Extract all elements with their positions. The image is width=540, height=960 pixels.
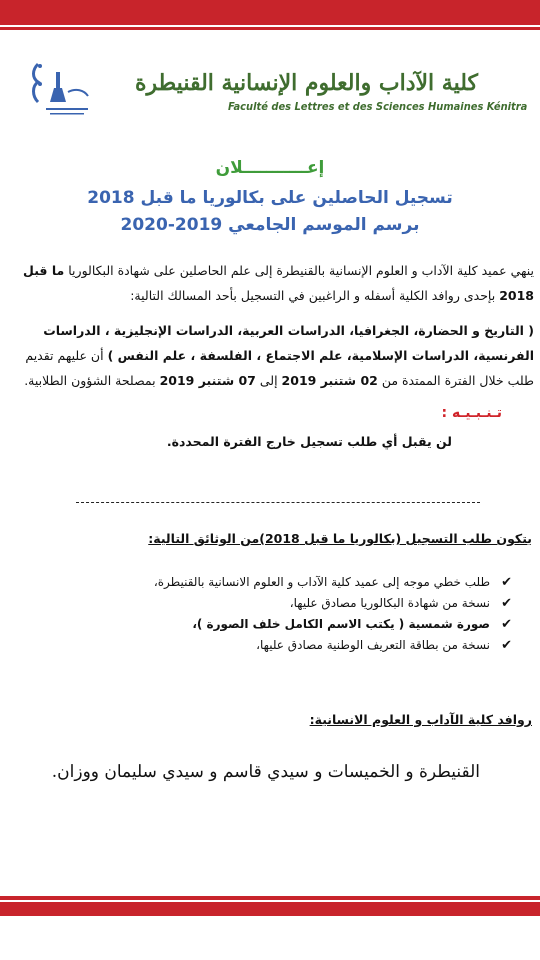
document-item: نسخة من بطاقة التعريف الوطنية مصادق عليها، [256, 638, 490, 652]
period-text-c: بمصلحة الشؤون الطلابية. [24, 373, 160, 388]
warning-label: تـنـبـيـه : [441, 405, 502, 421]
list-item [32, 635, 512, 656]
list-item [32, 614, 512, 635]
dashed-divider [76, 502, 480, 503]
announcement-subtitle: برسم الموسم الجامعي 2019-2020 [120, 215, 420, 235]
warning-text: لن يقبل أي طلب تسجيل خارج الفترة المحددة. [166, 434, 452, 449]
intro-text-a: ينهي عميد كلية الآداب و العلوم الإنسانية بالقنيطرة إلى علم الحاصلين على شهادة البكالوريا [64, 263, 534, 278]
footer-space [0, 916, 540, 960]
programs-list: ( التاريخ و الحضارة، الجغرافيا، الدراسات العربية، الدراسات الإنجليزية ، الدراسات الفرنسية، الدراسات الإسلامية، علم الاجتماع ، الفلسفة ، علم النفس ) [43, 323, 534, 363]
period-start: 02 شتنبر 2019 [281, 373, 378, 388]
period-end: 07 شتنبر 2019 [159, 373, 256, 388]
period-text-a: أن عليهم تقديم طلب خلال الفترة الممتدة من [25, 348, 534, 388]
list-item [32, 593, 512, 614]
document-item: نسخة من شهادة البكالوريا مصادق عليها، [289, 596, 490, 610]
university-logo-icon [28, 58, 92, 122]
announcement-title: تسجيل الحاصلين على بكالوريا ما قبل 2018 [87, 188, 453, 208]
checkmark-icon: ✔ [501, 596, 512, 611]
branches-heading: روافد كلية الآداب و العلوم الانسانية: [309, 712, 532, 727]
document-item: طلب خطي موجه إلى عميد كلية الآداب و العلوم الانسانية بالقنيطرة، [153, 575, 490, 589]
intro-text-bold: ما قبل 2018 [23, 263, 534, 303]
period-text-b: إلى [255, 373, 282, 388]
document-item: صورة شمسية ( يكتب الاسم الكامل خلف الصورة )، [192, 617, 490, 631]
intro-paragraph [22, 258, 534, 308]
list-item [32, 572, 512, 593]
programs-paragraph [22, 318, 534, 393]
branches-list: القنيطرة و الخميسات و سيدي قاسم و سيدي سليمان ووزان. [51, 762, 480, 782]
checkmark-icon: ✔ [501, 575, 512, 590]
announcement-heading: إعـــــــــــلان [215, 158, 325, 178]
documents-heading: يتكون طلب التسجيل (بكالوريا ما قبل 2018)من الوثائق التالية: [148, 531, 532, 546]
top-red-border [0, 0, 540, 30]
intro-text-c: بإحدى روافد الكلية أسفله و الراغبين في التسجيل بأحد المسالك التالية: [130, 288, 500, 303]
faculty-name-french: Faculté des Lettres et des Sciences Humaines Kénitra [228, 100, 528, 113]
checkmark-icon: ✔ [501, 638, 512, 653]
faculty-name-arabic: كلية الآداب والعلوم الإنسانية القنيطرة [134, 70, 478, 96]
bottom-red-border [0, 900, 540, 916]
checkmark-icon: ✔ [501, 617, 512, 632]
documents-list [32, 572, 512, 656]
